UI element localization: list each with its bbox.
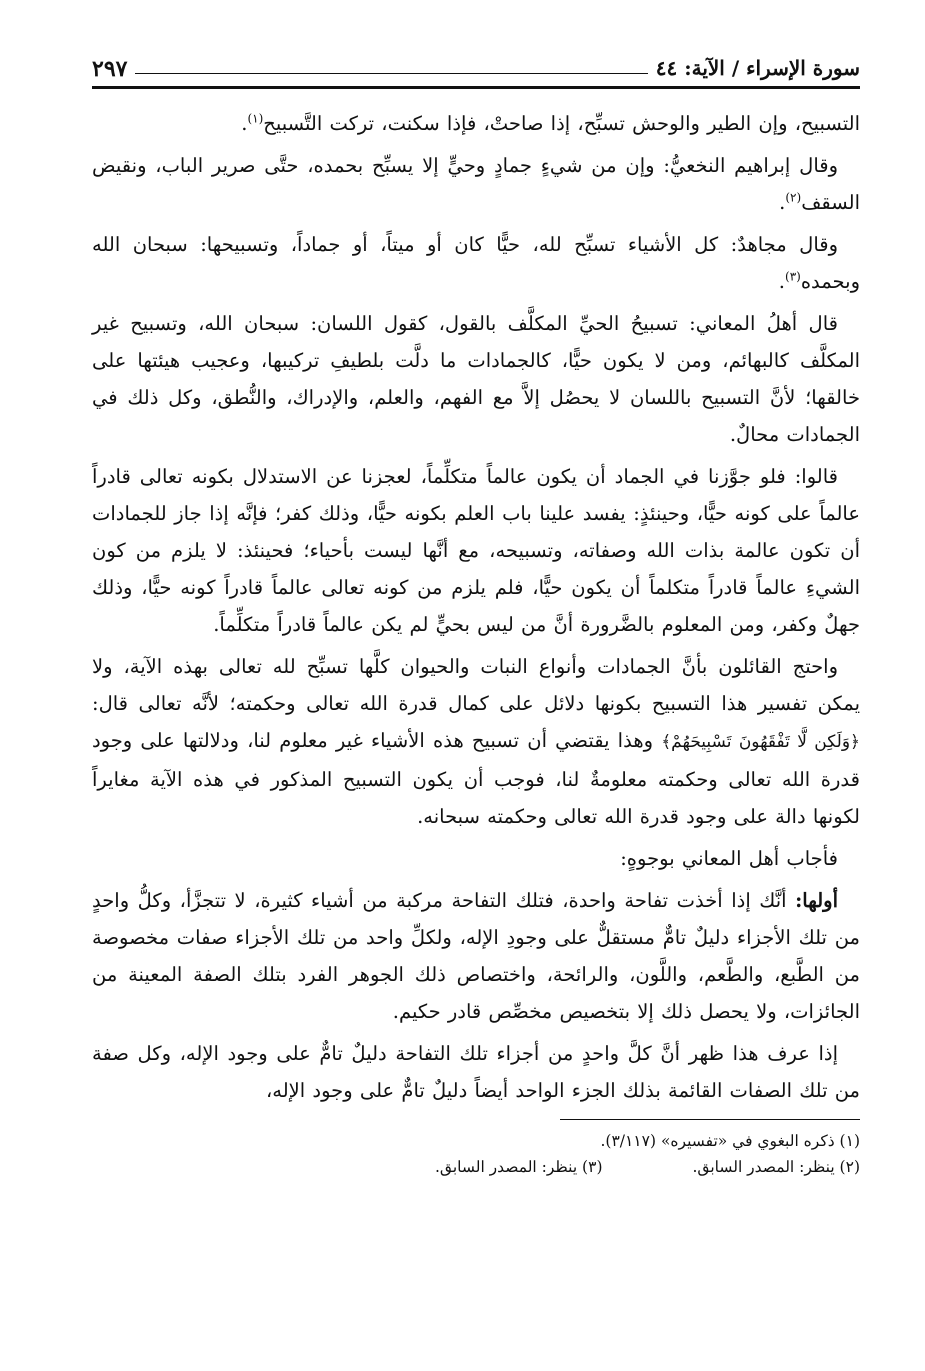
paragraph-2 [92, 147, 860, 221]
paragraph-tail: . [778, 270, 785, 293]
footnote-1: (١) ذكره البغوي في «تفسيره» (٣/١١٧). [600, 1132, 860, 1150]
footnote-row [92, 1154, 860, 1180]
quran-verse: ﴿وَلَكِن لَّا تَفْقَهُونَ تَسْبِيحَهُمْ﴾ [661, 732, 860, 752]
paragraph-text: أنَّك إذا أخذت تفاحة واحدة، فتلك التفاحة مركبة من أشياء كثيرة، لا تتجزَّأ، وكلُّ واحدٍ من تلك الأجزاء دليلٌ تامٌّ مستقلٌّ على وجودِ الإله، ولكلِّ واحد من تلك الأجزاء صفات مخصوصة من الطَّبع، والطَّعم، واللَّون، والرائحة، واختصاص ذلك الجوهر الفرد بتلك الصفة المعينة من الجائزات، ولا يحصل ذلك إلا بتخصيص مخصِّص قادر حكيم. [92, 889, 860, 1023]
footnote-separator [560, 1119, 860, 1120]
paragraph-5: قالوا: فلو جوَّزنا في الجماد أن يكون عالماً متكلِّماً، لعجزنا عن الاستدلال بكونه تعالى قادراً عالماً على كونه حيًّا، وحينئذٍ: يفسد علينا باب العلم بكونه حيًّا، وذلك كفر؛ فإنَّه إذا جاز للجمادات أن تكون عالمة بذات الله وصفاته، وتسبيحه، مع أنَّها ليست بأحياء؛ فحينئذ: لا يلزم من كون الشيءِ عالماً قادراً متكلماً أن يكون حيًّا، فلم يلزم من كونه تعالى عالماً قادراً كونه حيًّا، وذلك جهلٌ وكفر، ومن المعلوم بالضَّرورة أنَّ من ليس بحيٍّ لم يكن عالماً قادراً متكلِّماً. [92, 465, 860, 636]
page-body [92, 105, 860, 1109]
paragraph-text: واحتج القائلون بأنَّ الجمادات وأنواع النبات والحيوان كلَّها تسبِّح لله تعالى بهذه الآية، ولا يمكن تفسير هذا التسبيح بكونها دلائل على كمال قدرة الله تعالى وحكمته؛ لأنَّه تعالى قال: [92, 655, 860, 715]
footnote-ref-1: (١) [247, 111, 264, 126]
paragraph-3 [92, 226, 860, 300]
point-label: أولها: [795, 889, 838, 912]
paragraph-tail: . [241, 112, 248, 135]
document-page [92, 40, 860, 1340]
footnote-ref-2: (٢) [785, 190, 802, 205]
paragraph-1 [92, 105, 860, 142]
page-number: ٢٩٧ [92, 56, 128, 82]
paragraph-4: قال أهلُ المعاني: تسبيحُ الحيِّ المكلَّف بالقول، كقول اللسان: سبحان الله، وتسبيح غير المكلَّف كالبهائم، ومن لا يكون حيًّا، كالجمادات ما دلَّت بلطيفِ تركيبها، وعجيب هيئتها على خالقها؛ لأنَّ التسبيح باللسان لا يحصُل إلاَّ مع الفهم، والعلم، والإدراك، والنُّطق، وكل ذلك في الجمادات محالٌ. [92, 312, 860, 446]
running-title: سورة الإسراء / الآية: ٤٤ [655, 56, 860, 80]
paragraph-8 [92, 882, 860, 1030]
paragraph-text: وهذا يقتضي أن تسبيح هذه الأشياء غير معلوم لنا، ودلالتها على وجود قدرة الله تعالى وحكمته معلومةٌ لنا، فوجب أن يكون التسبيح المذكور في هذه الآية مغايراً لكونها دالة على وجود قدرة الله تعالى وحكمته سبحانه. [92, 729, 860, 828]
page-header [92, 40, 860, 89]
paragraph-6 [92, 648, 860, 835]
footnote-2: (٢) ينظر: المصدر السابق. [692, 1158, 860, 1176]
paragraph-7: فأجاب أهل المعاني بوجوهٍ: [620, 847, 838, 870]
paragraph-text: التسبيح، وإن الطير والوحش تسبِّح، إذا صاحتْ، فإذا سكنت، ترکت التَّسبيح [263, 112, 860, 135]
paragraph-tail: . [779, 191, 786, 214]
footnote-ref-3: (٣) [785, 269, 801, 284]
paragraph-text: وقال إبراهيم النخعيُّ: وإن من شيءٍ جمادٍ وحيٍّ إلا يسبِّح بحمده، حتَّى صرير الباب، ونقيض السقف [92, 154, 860, 214]
paragraph-text: وقال مجاهدٌ: كل الأشياء تسبِّح لله، حيًّا كان أو ميتاً، أو جماداً، وتسبيحها: سبحان الله وبحمده [92, 233, 860, 293]
footnote-3: (٣) ينظر: المصدر السابق. [435, 1158, 603, 1176]
footnotes [92, 1128, 860, 1180]
paragraph-9: إذا عرف هذا ظهر أنَّ كلَّ واحدٍ من أجزاء تلك التفاحة دليلٌ تامٌّ على وجود الإله، وكل صفة من تلك الصفات القائمة بذلك الجزء الواحد أيضاً دليلٌ تامٌّ على وجود الإله، [92, 1042, 860, 1102]
header-rule [135, 73, 647, 74]
